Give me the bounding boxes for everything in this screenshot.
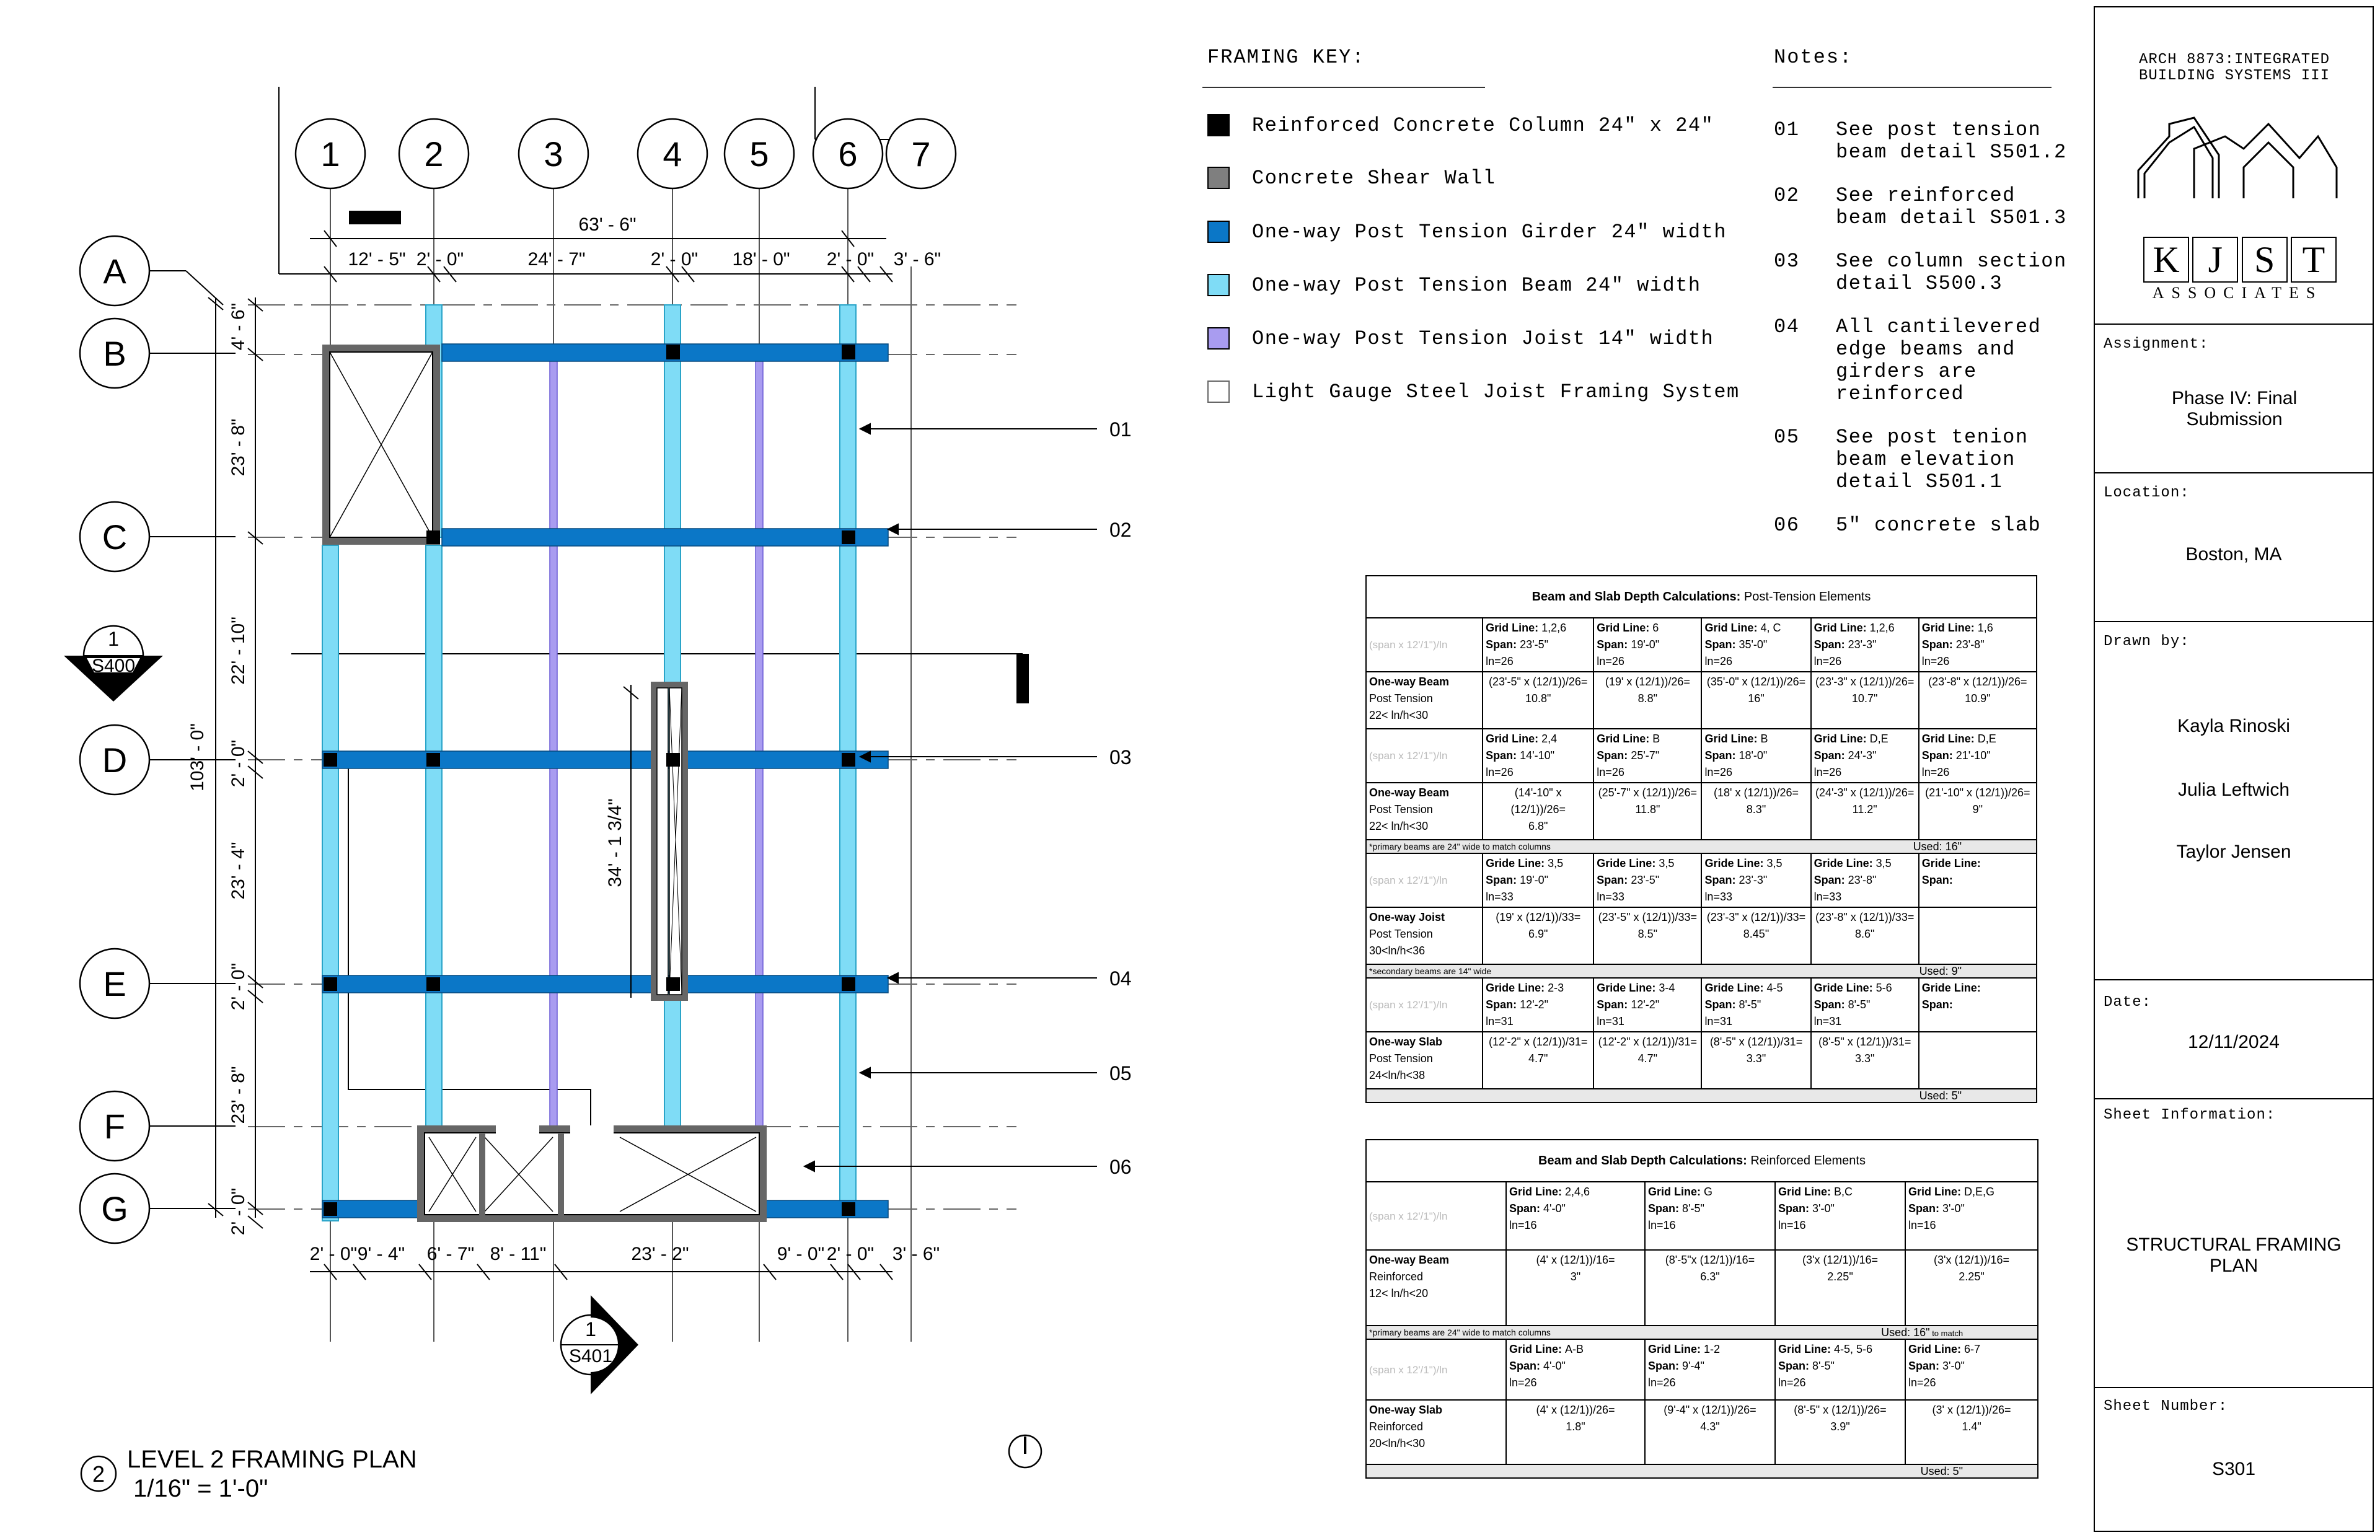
grid-line-cell: Gride Line: 3,5 Span: 23'-8" ln=33 bbox=[1811, 853, 1919, 907]
column bbox=[842, 530, 855, 544]
calc-value-cell: (8'-5" x (12/1))/31= 3.3" bbox=[1811, 1032, 1919, 1089]
grid-line-cell: Grid Line: 6-7 Span: 3'-0" ln=26 bbox=[1905, 1339, 2038, 1400]
sheet-info-label: Sheet Information: bbox=[2104, 1107, 2276, 1124]
calc-value-cell: (12'-2" x (12/1))/31= 4.7" bbox=[1593, 1032, 1701, 1089]
grid-column-label: 5 bbox=[749, 134, 769, 174]
calc-value-cell: (23'-3" x (12/1))/26= 10.7" bbox=[1811, 672, 1919, 729]
notes-rule bbox=[1773, 87, 2052, 88]
grid-column-label: 3 bbox=[544, 134, 563, 174]
note-number: 05 bbox=[1774, 426, 1800, 449]
top-dim: 2' - 0" bbox=[826, 249, 875, 270]
sheet-info-value: STRUCTURAL FRAMING PLAN bbox=[2126, 1234, 2342, 1276]
wall-dim: 34' - 1 3/4" bbox=[605, 798, 625, 887]
framing-key-rule bbox=[1202, 87, 1485, 88]
pt-girder bbox=[442, 529, 888, 546]
grid-line-cell: Grid Line: 2,4,6 Span: 4'-0" ln=16 bbox=[1506, 1182, 1645, 1250]
calc-value-cell: (8'-5" x (12/1))/31= 3.3" bbox=[1701, 1032, 1810, 1089]
row-label: (span x 12'/1")/ln bbox=[1366, 1339, 1506, 1400]
key-swatch bbox=[1207, 381, 1230, 403]
grid-line-cell: Grid Line: 4-5, 5-6 Span: 8'-5" ln=26 bbox=[1775, 1339, 1905, 1400]
row-label: (span x 12'/1")/ln bbox=[1366, 978, 1483, 1032]
note-text: See post tension beam detail S501.2 bbox=[1836, 118, 2067, 164]
bottom-dim: 8' - 11" bbox=[490, 1244, 547, 1264]
key-label: One-way Post Tension Joist 14" width bbox=[1252, 327, 1714, 350]
logo-letter: T bbox=[2291, 237, 2337, 283]
pt-calc-table bbox=[1365, 575, 2037, 1103]
column bbox=[842, 1202, 855, 1216]
pt-joist bbox=[756, 359, 763, 1128]
note-text: See column section detail S500.3 bbox=[1836, 250, 2067, 295]
framing-plan bbox=[0, 0, 1178, 1540]
framing-key-title: FRAMING KEY: bbox=[1207, 46, 1365, 69]
key-swatch bbox=[1207, 327, 1230, 350]
column bbox=[324, 977, 337, 991]
calc-value-cell: (25'-7" x (12/1))/26= 11.8" bbox=[1593, 783, 1701, 840]
framing-key-item bbox=[1207, 113, 1714, 138]
drawn-by-name: Julia Leftwich bbox=[2177, 780, 2290, 800]
calc-value-cell: (4' x (12/1))/26= 1.8" bbox=[1506, 1400, 1645, 1464]
kjst-logo bbox=[2132, 112, 2343, 242]
bottom-dim: 2' - 0" bbox=[309, 1244, 358, 1264]
logo-letter: S bbox=[2242, 237, 2288, 283]
pt-girder bbox=[762, 1200, 888, 1218]
callout-number: 05 bbox=[1109, 1062, 1132, 1085]
notes-title: Notes: bbox=[1774, 46, 1853, 69]
element-name-cell: One-way Beam Post Tension 22< ln/h<30 bbox=[1366, 672, 1483, 729]
grid-column-label: 2 bbox=[424, 134, 444, 174]
grid-line-cell: Grid Line: A-B Span: 4'-0" ln=26 bbox=[1506, 1339, 1645, 1400]
calc-value-cell: (3'x (12/1))/16= 2.25" bbox=[1775, 1250, 1905, 1326]
top-dim: 2' - 0" bbox=[416, 249, 464, 270]
grid-line-cell: Gride Line: Span: bbox=[1919, 978, 2037, 1032]
element-name-cell: One-way Beam Post Tension 22< ln/h<30 bbox=[1366, 783, 1483, 840]
calc-value-cell: (14'-10" x (12/1))/26= 6.8" bbox=[1483, 783, 1593, 840]
framing-key-item bbox=[1207, 379, 1740, 404]
calc-value-cell: (23'-8" x (12/1))/33= 8.6" bbox=[1811, 907, 1919, 964]
column bbox=[666, 977, 680, 991]
grid-column-label: 6 bbox=[838, 134, 858, 174]
location-label: Location: bbox=[2104, 485, 2190, 501]
left-dim: 2' - 0" bbox=[228, 739, 249, 788]
key-label: Concrete Shear Wall bbox=[1252, 166, 1496, 190]
calc-value-cell: (8'-5" x (12/1))/26= 3.9" bbox=[1775, 1400, 1905, 1464]
grid-line-cell: Grid Line: 1,2,6 Span: 23'-5" ln=26 bbox=[1483, 618, 1593, 672]
column bbox=[426, 753, 440, 767]
calc-value-cell: (21'-10" x (12/1))/26= 9" bbox=[1919, 783, 2037, 840]
pt-joist bbox=[550, 359, 557, 1128]
grid-line-cell: Gride Line: 3,5 Span: 19'-0" ln=33 bbox=[1483, 853, 1593, 907]
location-value: Boston, MA bbox=[2185, 544, 2282, 565]
grid-row-label: G bbox=[101, 1189, 128, 1228]
logo-letter: J bbox=[2192, 237, 2238, 283]
grid-row-label: F bbox=[104, 1107, 126, 1146]
section-s400-sheet: S400 bbox=[91, 656, 136, 676]
grid-line-cell: Grid Line: 2,4 Span: 14'-10" ln=26 bbox=[1483, 729, 1593, 783]
drawn-by-label: Drawn by: bbox=[2104, 633, 2190, 650]
calc-value-cell: (12'-2" x (12/1))/31= 4.7" bbox=[1483, 1032, 1593, 1089]
grid-line-cell: Grid Line: D,E Span: 24'-3" ln=26 bbox=[1811, 729, 1919, 783]
bottom-dim: 6' - 7" bbox=[426, 1244, 475, 1264]
key-swatch bbox=[1207, 274, 1230, 296]
calc-value-cell: (24'-3" x (12/1))/26= 11.2" bbox=[1811, 783, 1919, 840]
framing-key-item bbox=[1207, 273, 1701, 297]
calc-value-cell: (23'-5" x (12/1))/33= 8.5" bbox=[1593, 907, 1701, 964]
pt-beam bbox=[322, 545, 338, 1221]
grid-line-cell: Grid Line: 1-2 Span: 9'-4" ln=26 bbox=[1645, 1339, 1775, 1400]
calc-value-cell: (18' x (12/1))/26= 8.3" bbox=[1701, 783, 1810, 840]
column bbox=[324, 1202, 337, 1216]
calc-value-cell: (35'-0" x (12/1))/26= 16" bbox=[1701, 672, 1810, 729]
grid-line-cell: Grid Line: G Span: 8'-5" ln=16 bbox=[1645, 1182, 1775, 1250]
drawn-by-name: Kayla Rinoski bbox=[2177, 716, 2290, 736]
note-text: See post tenion beam elevation detail S501.1 bbox=[1836, 426, 2029, 493]
top-dim: 18' - 0" bbox=[732, 249, 790, 270]
row-label: (span x 12'/1")/ln bbox=[1366, 853, 1483, 907]
grid-line-cell: Gride Line: 3,5 Span: 23'-3" ln=33 bbox=[1701, 853, 1810, 907]
rc-calc-table bbox=[1365, 1139, 2038, 1479]
column bbox=[842, 345, 855, 359]
overall-width-dim: 63' - 6" bbox=[578, 214, 637, 235]
key-label: Light Gauge Steel Joist Framing System bbox=[1252, 380, 1740, 403]
grid-line-cell: Grid Line: 1,6 Span: 23'-8" ln=26 bbox=[1919, 618, 2037, 672]
section-s400-number: 1 bbox=[108, 628, 119, 650]
bottom-dim: 9' - 4" bbox=[357, 1244, 405, 1264]
left-dim: 2' - 0" bbox=[228, 1187, 249, 1236]
assignment-label: Assignment: bbox=[2104, 336, 2209, 353]
table-footnote: Used: 5" bbox=[1366, 1089, 2037, 1102]
drawing-title-number: 2 bbox=[92, 1461, 105, 1487]
callout-number: 06 bbox=[1109, 1156, 1132, 1178]
top-dim: 2' - 0" bbox=[650, 249, 699, 270]
grid-line-cell: Grid Line: B Span: 18'-0" ln=26 bbox=[1701, 729, 1810, 783]
calc-value-cell: (19' x (12/1))/26= 8.8" bbox=[1593, 672, 1701, 729]
table-title: Beam and Slab Depth Calculations: Post-Tension Elements bbox=[1366, 576, 2037, 618]
grid-line-cell: Grid Line: D,E Span: 21'-10" ln=26 bbox=[1919, 729, 2037, 783]
key-swatch bbox=[1207, 221, 1230, 243]
drawn-by-name: Taylor Jensen bbox=[2176, 842, 2291, 862]
column bbox=[324, 753, 337, 767]
calc-value-cell: (4' x (12/1))/16= 3" bbox=[1506, 1250, 1645, 1326]
grid-column-label: 4 bbox=[663, 134, 682, 174]
callout-number: 01 bbox=[1109, 418, 1132, 441]
left-dim: 2' - 0" bbox=[228, 962, 249, 1011]
section-s401-sheet: S401 bbox=[568, 1346, 613, 1366]
key-label: One-way Post Tension Beam 24" width bbox=[1252, 273, 1701, 297]
assignment-value: Phase IV: Final Submission bbox=[2171, 388, 2298, 429]
left-dim: 23' - 8" bbox=[228, 418, 249, 477]
grid-row-label: C bbox=[102, 517, 128, 557]
note-number: 01 bbox=[1774, 118, 1800, 141]
grid-line-cell: Grid Line: B Span: 25'-7" ln=26 bbox=[1593, 729, 1701, 783]
grid-line-cell: Grid Line: 6 Span: 19'-0" ln=26 bbox=[1593, 618, 1701, 672]
bottom-dim: 3' - 6" bbox=[892, 1244, 940, 1264]
bottom-dim: 23' - 2" bbox=[631, 1244, 689, 1264]
left-dim: 22' - 10" bbox=[228, 617, 249, 685]
key-swatch bbox=[1207, 167, 1230, 189]
logo-letter: K bbox=[2143, 237, 2189, 283]
framing-key-item bbox=[1207, 219, 1727, 244]
column bbox=[426, 530, 440, 544]
grid-line-cell: Gride Line: 3,5 Span: 23'-5" ln=33 bbox=[1593, 853, 1701, 907]
grid-line-cell: Gride Line: Span: bbox=[1919, 853, 2037, 907]
drawing-scale: 1/16" = 1'-0" bbox=[133, 1475, 268, 1502]
date-value: 12/11/2024 bbox=[2188, 1032, 2280, 1052]
date-label: Date: bbox=[2104, 994, 2152, 1011]
calc-value-cell: (23'-3" x (12/1))/33= 8.45" bbox=[1701, 907, 1810, 964]
top-dim: 24' - 7" bbox=[527, 249, 586, 270]
grid-line-cell: Gride Line: 2-3 Span: 12'-2" ln=31 bbox=[1483, 978, 1593, 1032]
grid-row-label: E bbox=[103, 964, 126, 1003]
framing-key-item bbox=[1207, 326, 1714, 351]
grid-line-cell: Grid Line: B,C Span: 3'-0" ln=16 bbox=[1775, 1182, 1905, 1250]
calc-value-cell: (19' x (12/1))/33= 6.9" bbox=[1483, 907, 1593, 964]
grid-line-cell: Grid Line: 1,2,6 Span: 23'-3" ln=26 bbox=[1811, 618, 1919, 672]
calc-value-cell: (23'-8" x (12/1))/26= 10.9" bbox=[1919, 672, 2037, 729]
calc-value-cell: (9'-4" x (12/1))/26= 4.3" bbox=[1645, 1400, 1775, 1464]
grid-row-label: B bbox=[103, 334, 126, 373]
column bbox=[426, 977, 440, 991]
calc-value-cell: (3'x (12/1))/16= 2.25" bbox=[1905, 1250, 2038, 1326]
note-number: 04 bbox=[1774, 315, 1800, 338]
calc-value-cell: (8'-5"x (12/1))/16= 6.3" bbox=[1645, 1250, 1775, 1326]
pt-girder bbox=[322, 975, 888, 993]
grid-row-label: D bbox=[102, 741, 128, 780]
left-dim: 4' - 6" bbox=[228, 302, 249, 351]
grid-line-cell: Gride Line: 4-5 Span: 8'-5" ln=31 bbox=[1701, 978, 1810, 1032]
element-name-cell: One-way Beam Reinforced 12< ln/h<20 bbox=[1366, 1250, 1506, 1326]
key-swatch bbox=[1207, 114, 1230, 136]
grid-line-cell: Grid Line: D,E,G Span: 3'-0" ln=16 bbox=[1905, 1182, 2038, 1250]
overall-height-dim: 103' - 0" bbox=[187, 723, 208, 791]
framing-key-item bbox=[1207, 165, 1496, 190]
column bbox=[666, 345, 680, 359]
bottom-dim: 2' - 0" bbox=[826, 1244, 875, 1264]
row-label: (span x 12'/1")/ln bbox=[1366, 618, 1483, 672]
table-footnote: Used: 5" bbox=[1366, 1464, 2038, 1478]
row-label: (span x 12'/1")/ln bbox=[1366, 729, 1483, 783]
pt-beam bbox=[426, 545, 442, 1208]
grid-row-label: A bbox=[103, 252, 126, 291]
pt-girder bbox=[442, 344, 888, 361]
grid-column-label: 1 bbox=[320, 134, 340, 174]
column bbox=[349, 211, 401, 224]
callout-number: 03 bbox=[1109, 746, 1132, 768]
element-name-cell: One-way Joist Post Tension 30<ln/h<36 bbox=[1366, 907, 1483, 964]
table-title: Beam and Slab Depth Calculations: Reinforced Elements bbox=[1366, 1140, 2038, 1182]
column bbox=[842, 977, 855, 991]
calc-value-cell: (3' x (12/1))/26= 1.4" bbox=[1905, 1400, 2038, 1464]
grid-line-cell: Gride Line: 3-4 Span: 12'-2" ln=31 bbox=[1593, 978, 1701, 1032]
calc-value-cell: (23'-5" x (12/1))/26= 10.8" bbox=[1483, 672, 1593, 729]
grid-column-label: 7 bbox=[911, 134, 931, 174]
row-label: (span x 12'/1")/ln bbox=[1366, 1182, 1506, 1250]
top-dim: 12' - 5" bbox=[348, 249, 406, 270]
left-dim: 23' - 8" bbox=[228, 1066, 249, 1124]
callout-number: 02 bbox=[1109, 519, 1132, 541]
element-name-cell: One-way Slab Post Tension 24<ln/h<38 bbox=[1366, 1032, 1483, 1089]
grid-line-cell: Grid Line: 4, C Span: 35'-0" ln=26 bbox=[1701, 618, 1810, 672]
course-title: ARCH 8873:INTEGRATED BUILDING SYSTEMS III bbox=[2138, 51, 2330, 84]
note-number: 03 bbox=[1774, 250, 1800, 273]
element-name-cell: One-way Slab Reinforced 20<ln/h<30 bbox=[1366, 1400, 1506, 1464]
drawing-title: LEVEL 2 FRAMING PLAN bbox=[127, 1446, 417, 1473]
key-label: One-way Post Tension Girder 24" width bbox=[1252, 220, 1727, 244]
note-number: 02 bbox=[1774, 184, 1800, 207]
left-dim: 23' - 4" bbox=[228, 842, 249, 900]
bottom-dim: 9' - 0" bbox=[777, 1244, 825, 1264]
table-footnote: *primary beams are 24" wide to match columns Used: 16" to match bbox=[1366, 1326, 2038, 1339]
pt-girder bbox=[322, 751, 888, 768]
column bbox=[842, 753, 855, 767]
grid-line-cell: Gride Line: 5-6 Span: 8'-5" ln=31 bbox=[1811, 978, 1919, 1032]
callout-number: 04 bbox=[1109, 967, 1132, 990]
calc-value-cell bbox=[1919, 907, 2037, 964]
column bbox=[666, 753, 680, 767]
section-s401-number: 1 bbox=[585, 1318, 596, 1340]
calc-value-cell bbox=[1919, 1032, 2037, 1089]
table-footnote: *primary beams are 24" wide to match columns Used: 16" bbox=[1366, 840, 2037, 853]
note-number: 06 bbox=[1774, 514, 1800, 537]
table-footnote: *secondary beams are 14" wide Used: 9" bbox=[1366, 964, 2037, 978]
note-text: See reinforced beam detail S501.3 bbox=[1836, 184, 2067, 229]
sheet-number-value: S301 bbox=[2211, 1459, 2256, 1479]
note-text: All cantilevered edge beams and girders are reinforced bbox=[1836, 315, 2042, 405]
logo-letters bbox=[2143, 237, 2337, 284]
logo-subtitle: ASSOCIATES bbox=[2152, 284, 2323, 302]
top-dim: 3' - 6" bbox=[893, 249, 941, 270]
sheet-number-label: Sheet Number: bbox=[2104, 1398, 2228, 1415]
key-label: Reinforced Concrete Column 24" x 24" bbox=[1252, 113, 1714, 137]
note-text: 5" concrete slab bbox=[1836, 514, 2042, 537]
